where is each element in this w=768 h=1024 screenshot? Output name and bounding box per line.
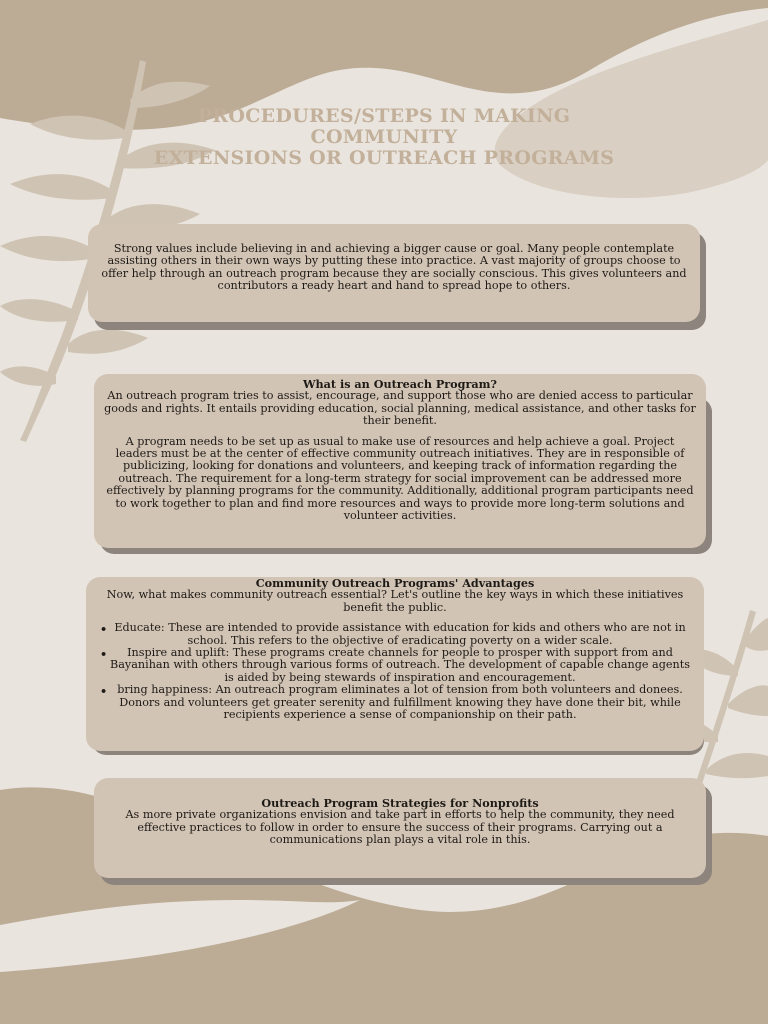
strategies-text: As more private organizations envision and take part in efforts to help the community, they need effective practices to follow in order to ensure the success of their programs. Carrying out a communications plan plays a vital role in this. [125,808,675,847]
what-is-paragraph-2: A program needs to be set up as usual to make use of resources and help achieve a goal. Project leaders must be at the center of effective community outreach initiatives. They are in responsible of publicizing, looking for donations and volunteers, and keeping track of information regarding the outreach. The requirement for a long-term strategy for social improvement can be addressed more effectively by planning programs for the community. Additionally, additional program participants need to work together to plan and find more resources and ways to provide more long-term solutions and volunteer activities. [106,434,694,523]
advantages-card [86,577,704,751]
strategies-card [94,778,706,878]
list-item [90,684,700,721]
bullet-icon: • [100,684,108,699]
advantage-inspire: Inspire and uplift: These programs create channels for people to prosper with support from and Bayanihan with others through various forms of outreach. The development of capable change agents is aided by being stewards of inspiration and encouragement. [110,646,690,684]
what-is-heading: What is an Outreach Program? [302,377,497,391]
advantages-intro: Now, what makes community outreach essential? Let's outline the key ways in which these initiatives benefit the public. [106,588,684,614]
what-is-card [94,374,706,548]
bullet-icon: • [100,647,108,662]
bullet-icon: • [100,622,108,637]
intro-text: Strong values include believing in and achieving a bigger cause or goal. Many people contemplate assisting others in their own ways by putting these into practice. A vast majority of groups choose to offer help through an outreach program because they are socially conscious. This gives volunteers and contributors a ready heart and hand to spread hope to others. [101,242,687,293]
page-title [0,106,768,169]
advantage-happiness: bring happiness: An outreach program eliminates a lot of tension from both volunteers and donees. Donors and volunteers get greater serenity and fulfillment knowing they have done their bit, while recipients experience a sense of companionship on their path. [117,683,683,722]
title-line-2: COMMUNITY [310,126,458,148]
list-item [90,622,700,647]
what-is-paragraph-1: An outreach program tries to assist, encourage, and support those who are denied access to particular goods and rights. It entails providing education, social planning, medical assistance, and other tasks for their benefit. [104,389,696,428]
intro-card [88,224,700,322]
advantages-heading: Community Outreach Programs' Advantages [255,576,535,590]
title-line-1: PROCEDURES/STEPS IN MAKING [197,105,571,127]
list-item [90,647,700,684]
advantage-educate: Educate: These are intended to provide assistance with education for kids and others who are not in school. This refers to the objective of eradicating poverty on a wider scale. [114,621,686,647]
strategies-heading: Outreach Program Strategies for Nonprofits [261,796,539,810]
title-line-3: EXTENSIONS OR OUTREACH PROGRAMS [153,147,615,169]
advantages-list [90,622,700,721]
